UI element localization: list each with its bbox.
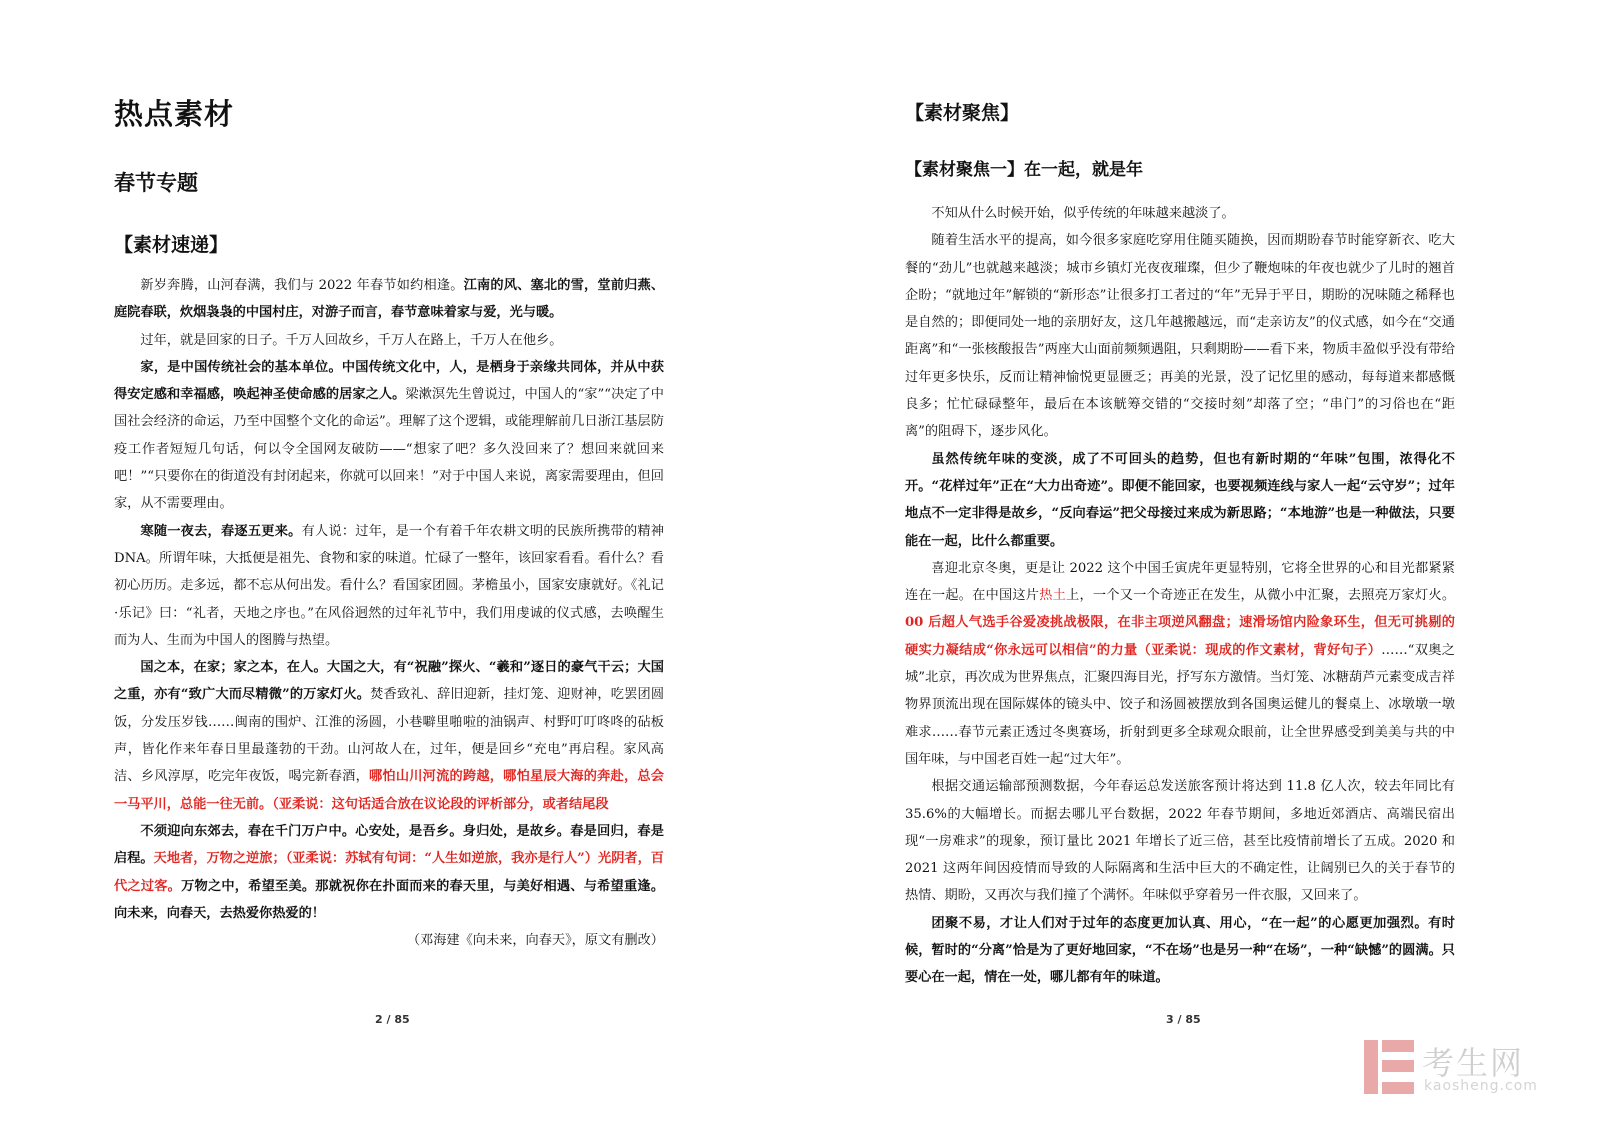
paragraph: 过年，就是回家的日子。千万人回故乡，千万人在路上，千万人在他乡。 <box>140 332 563 348</box>
page-number: 2 / 85 <box>375 1013 410 1026</box>
paragraph: 虽然传统年味的变淡，成了不可回头的趋势，但也有新时期的“年味”包围，浓得化不开。“花样过年”正在“大力出奇迹”。即便不能回家，也要视频连线与家人一起“云守岁”；过年地点不一定非得是故乡，“反向春运”把父母接过来成为新思路；“本地游”也是一种做法，只要能在一起，比什么都重要。 <box>905 451 1455 549</box>
paragraph: 寒随一夜去，春逐五更来。有人说：过年，是一个有着千年农耕文明的民族所携带的精神 DNA。所谓年味，大抵便是祖先、食物和家的味道。忙碌了一整年，该回家看看。看什么？看初心历历。走多远，都不忘从何出发。看什么？看国家团圆。茅檐虽小，国家安康就好。《礼记·乐记》曰：“礼者，天地之序也。”在风俗迥然的过年礼节中，我们用虔诚的仪式感，去唤醒生而为人、生而为中国人的图腾与热望。 <box>114 523 664 648</box>
kaosheng-logo-icon <box>1364 1040 1414 1094</box>
paragraph: 喜迎北京冬奥，更是让 2022 这个中国壬寅虎年更显特别，它将全世界的心和目光都紧紧连在一起。在中国这片热土上，一个又一个奇迹正在发生，从微小中汇聚，去照亮万家灯火。00 后超人气选手谷爱凌挑战极限，在非主项逆风翻盘；速滑场馆内险象环生，但无可挑剔的硬实力凝结成“你永远可以相信”的力量（亚柔说：现成的作文素材，背好句子）……“双奥之城”北京，再次成为世界焦点，汇聚四海目光，抒写东方激情。当灯笼、冰糖葫芦元素变成吉祥物界顶流出现在国际媒体的镜头中、饺子和汤圆被摆放到各国奥运健儿的餐桌上、冰墩墩一墩难求……春节元素正透过冬奥赛场，折射到更多全球观众眼前，让全世界感受到美美与共的中国年味，与中国老百姓一起“过大年”。 <box>905 560 1456 767</box>
paragraph: 随着生活水平的提高，如今很多家庭吃穿用住随买随换，因而期盼春节时能穿新衣、吃大餐的“劲儿”也就越来越淡；城市乡镇灯光夜夜璀璨，但少了鞭炮味的年夜也就少了儿时的翘首企盼；“就地过年”解锁的“新形态”让很多打工者过的“年”无异于平日，期盼的况味随之稀释也是自然的；即便同处一地的亲朋好友，这几年越搬越远，而“走亲访友”的仪式感，如今在“交通距离”和“一张核酸报告”两座大山面前频频遇阻，只剩期盼——看下来，物质丰盈似乎没有带给过年更多快乐，反而让精神愉悦更显匮乏；再美的光景，没了记忆里的感动，每每道来都感慨良多；忙忙碌碌整年，最后在本该觥筹交错的“交接时刻”却落了空；“串门”的习俗也在“距离”的阻碍下，逐步风化。 <box>905 233 1455 440</box>
paragraph: 不知从什么时候开始，似乎传统的年味越来越淡了。 <box>931 206 1235 221</box>
paragraph: 国之本，在家；家之本，在人。大国之大，有“祝融”探火、“羲和”逐日的豪气干云；大国之重，亦有“致广大而尽精微”的万家灯火。焚香致礼、辞旧迎新，挂灯笼、迎财神，吃罢团圆饭，分发压岁钱……闽南的围炉、江淮的汤圆，小巷噼里啪啦的油锅声、村野叮叮咚咚的砧板声，皆化作来年春日里最蓬勃的干劲。山河故人在，过年，便是回乡“充电”再启程。家风高洁、乡风淳厚，吃完年夜饭，喝完新春酒，哪怕山川河流的跨越，哪怕星辰大海的奔赴，总会一马平川，总能一往无前。（亚柔说：这句话适合放在议论段的评析部分，或者结尾段 <box>114 660 665 812</box>
watermark <box>1364 1040 1564 1100</box>
paragraph: 根据交通运输部预测数据，今年春运总发送旅客预计将达到 11.8 亿人次，较去年同比有 35.6%的大幅增长。而据去哪儿平台数据，2022 年春节期间，多地近郊酒店、高端民宿出现“一房难求”的现象，预订量比 2021 年增长了近三倍，甚至比疫情前增长了五成。2020 和 2021 这两年间因疫情而导致的人际隔离和生活中巨大的不确定性，让阔别已久的关于春节的热情、期盼，又再次与我们撞了个满怀。年味似乎穿着另一件衣服，又回来了。 <box>905 779 1455 904</box>
right-body <box>905 200 1455 992</box>
subsection-heading: 【素材聚焦一】在一起，就是年 <box>905 160 1143 180</box>
section-heading-focus: 【素材聚焦】 <box>905 102 1020 124</box>
paragraph: 家，是中国传统社会的基本单位。中国传统文化中，人，是栖身于亲缘共同体，并从中获得安定感和幸福感，唤起神圣使命感的居家之人。梁漱溟先生曾说过，中国人的“家”“决定了中国社会经济的命运，乃至中国整个文化的命运”。理解了这个逻辑，或能理解前几日浙江基层防疫工作者短短几句话，何以令全国网友破防——“想家了吧？多久没回来了？想回来就回来吧！”“只要你在的街道没有封闭起来，你就可以回来！”对于中国人来说，离家需要理由，但回家，从不需要理由。 <box>114 359 664 512</box>
page-number: 3 / 85 <box>1166 1013 1201 1026</box>
paragraph: 新岁奔腾，山河春满，我们与 2022 年春节如约相逢。江南的风、塞北的雪，堂前归燕、庭院春联，炊烟袅袅的中国村庄，对游子而言，春节意味着家与爱，光与暖。 <box>114 278 665 321</box>
left-body <box>114 272 664 954</box>
watermark-brand: 考生网 <box>1422 1044 1525 1082</box>
paragraph: 团聚不易，才让人们对于过年的态度更加认真、用心，“在一起”的心愿更加强烈。有时候，暂时的“分离”恰是为了更好地回家，“不在场”也是另一种“在场”，一种“缺憾”的圆满。只要心在一起，情在一处，哪儿都有年的味道。 <box>905 915 1455 986</box>
section-heading-express: 【素材速递】 <box>114 234 229 256</box>
right-page <box>800 0 1600 1130</box>
source-citation: （邓海建《向未来，向春天》，原文有删改） <box>406 933 664 949</box>
paragraph: 不须迎向东郊去，春在千门万户中。心安处，是吾乡。身归处，是故乡。春是回归，春是启程。天地者，万物之逆旅；（亚柔说：苏轼有句词：“人生如逆旅，我亦是行人”）光阴者，百代之过客。万物之中，希望至美。那就祝你在扑面而来的春天里，与美好相遇、与希望重逢。向未来，向春天，去热爱你热爱的！ <box>114 823 665 921</box>
watermark-url: kaosheng.com <box>1424 1078 1538 1094</box>
page-title: 热点素材 <box>114 97 235 131</box>
left-page <box>0 0 790 1130</box>
page-subtitle: 春节专题 <box>114 171 198 195</box>
